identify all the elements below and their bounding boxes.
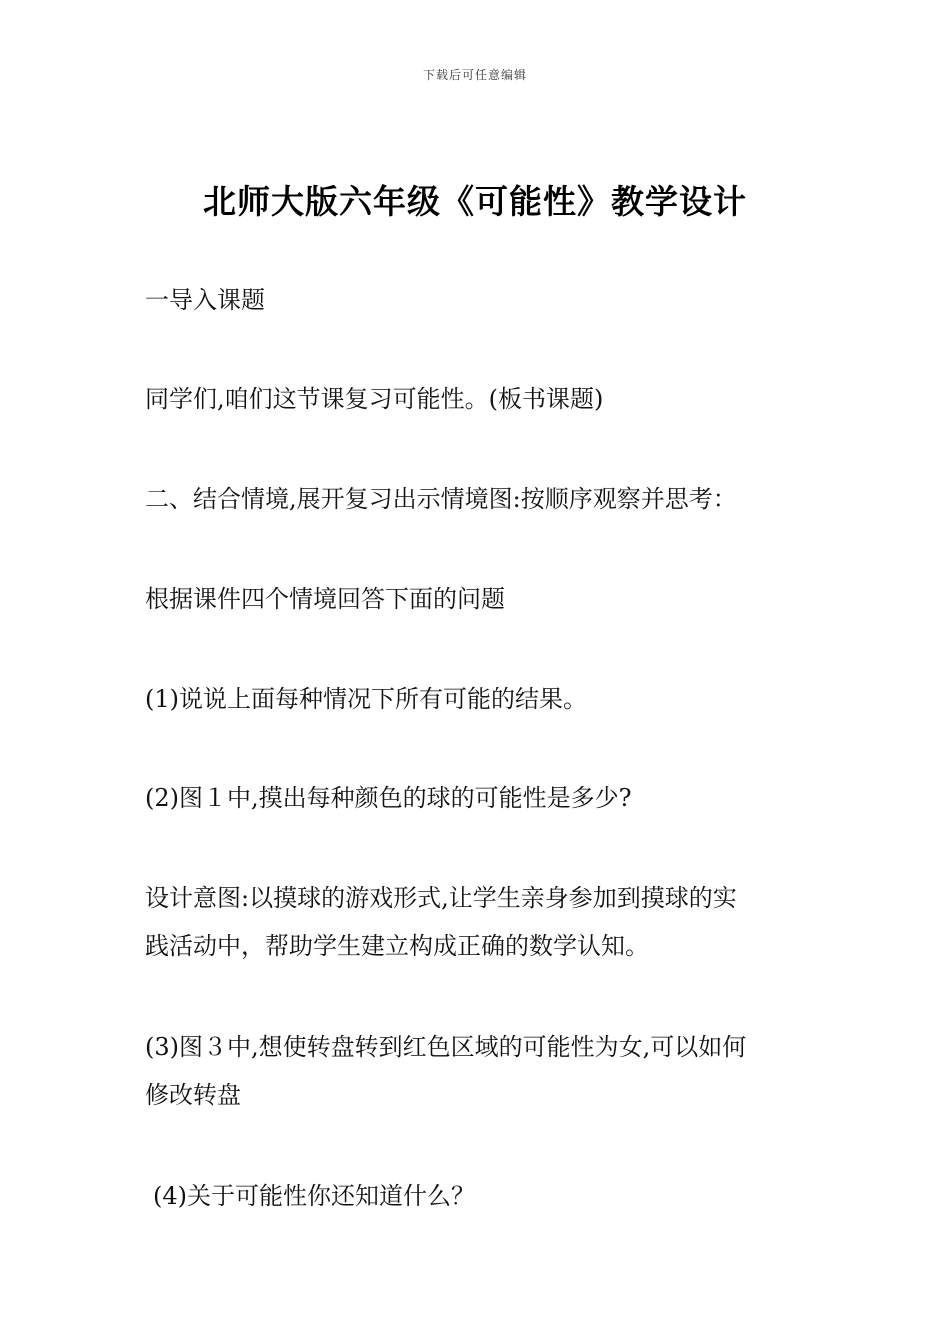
question-1: (1)说说上面每种情况下所有可能的结果。 xyxy=(145,685,587,713)
paragraph-design-intent xyxy=(145,874,815,970)
question-3-line-1: (3)图３中,想使转盘转到红色区域的可能性为女,可以如何 xyxy=(145,1033,747,1061)
question-2: (2)图１中,摸出每种颜色的球的可能性是多少? xyxy=(145,784,632,812)
question-3 xyxy=(145,1023,815,1119)
design-intent-line-1: 设计意图:以摸球的游戏形式,让学生亲身参加到摸球的实 xyxy=(145,884,737,912)
paragraph-intro: 同学们,咱们这节课复习可能性。(板书课题) xyxy=(145,385,604,413)
question-4: (4)关于可能性你还知道什么？ xyxy=(153,1182,475,1210)
paragraph-questions-intro: 根据课件四个情境回答下面的问题 xyxy=(145,585,505,613)
section-heading-intro: 一导入课题 xyxy=(145,286,265,314)
question-3-line-2: 修改转盘 xyxy=(145,1081,241,1109)
document-title: 北师大版六年级《可能性》教学设计 xyxy=(203,182,747,221)
design-intent-line-2: 践活动中，帮助学生建立构成正确的数学认知。 xyxy=(145,932,649,960)
header-note: 下载后可任意编辑 xyxy=(422,68,527,82)
section-heading-review: 二、结合情境,展开复习出示情境图:按顺序观察并思考： xyxy=(145,485,737,513)
